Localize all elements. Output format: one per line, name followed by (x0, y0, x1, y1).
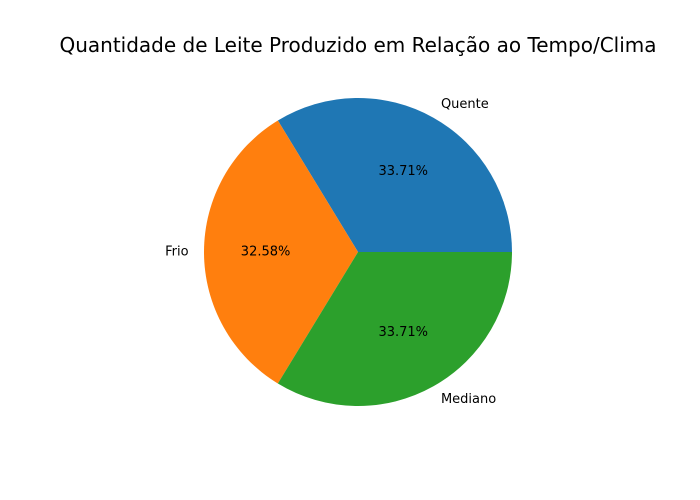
slice-label-quente: Quente (440, 96, 489, 112)
chart-title: Quantidade de Leite Produzido em Relação ao Tempo/Clima (59, 33, 657, 57)
slice-label-frio: Frio (165, 244, 189, 260)
pct-label-frio: 32.58% (240, 244, 291, 260)
slice-label-mediano: Mediano (440, 392, 497, 408)
pct-label-mediano: 33.71% (378, 325, 429, 341)
pct-label-quente: 33.71% (378, 163, 429, 179)
